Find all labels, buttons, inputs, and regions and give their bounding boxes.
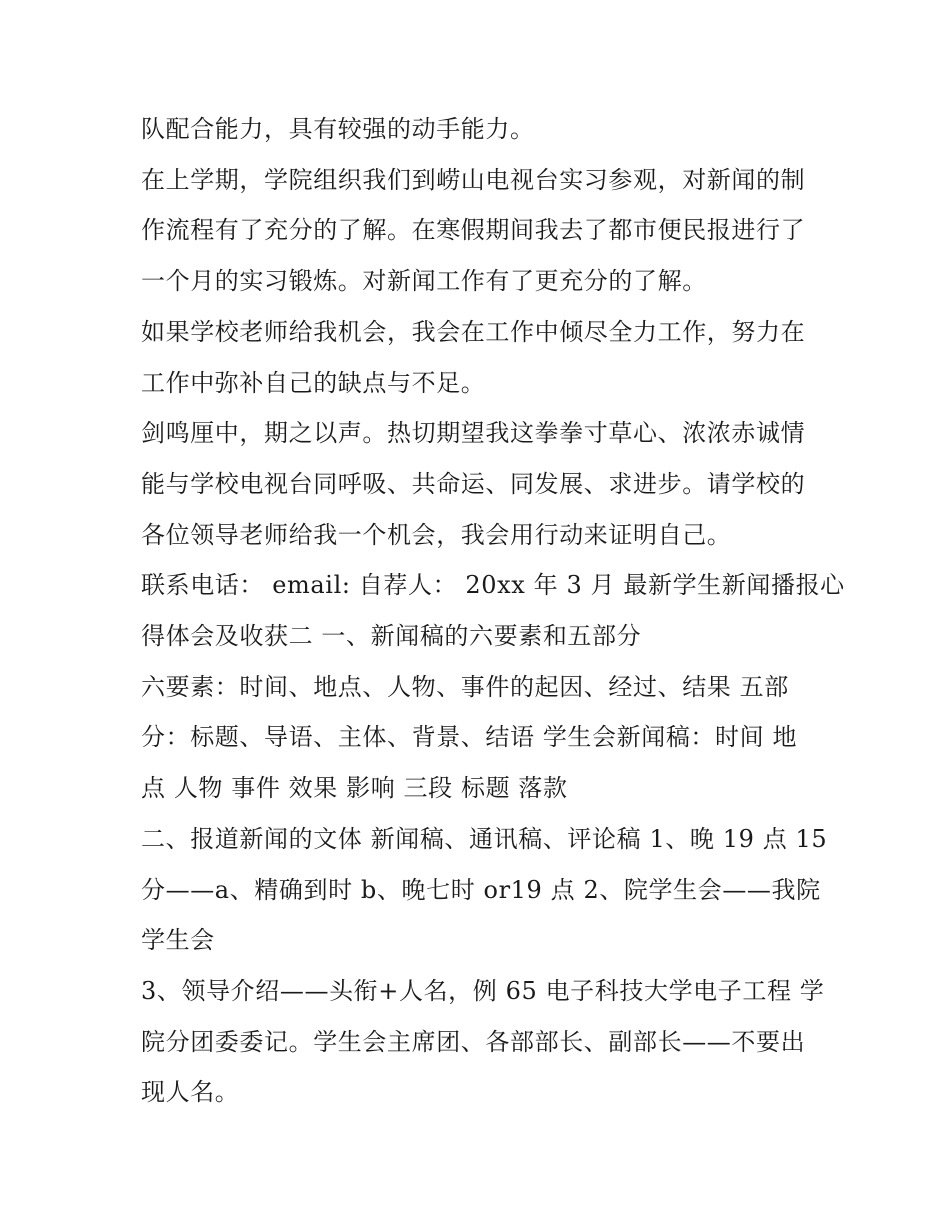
text-line: 队配合能力，具有较强的动手能力。: [141, 115, 535, 143]
text-line: 六要素：时间、地点、人物、事件的起因、经过、结果 五部: [141, 673, 789, 701]
text-line: 院分团委委记。学生会主席团、各部部长、副部长——不要出: [141, 1028, 806, 1056]
text-line: 分——a、精确到时 b、晚七时 or19 点 2、院学生会——我院: [141, 876, 821, 904]
text-line: 学生会: [141, 926, 215, 954]
text-line: 二、报道新闻的文体 新闻稿、通讯稿、评论稿 1、晚 19 点 15: [141, 825, 828, 853]
text-line: 现人名。: [141, 1078, 240, 1106]
text-line: 一个月的实习锻炼。对新闻工作有了更充分的了解。: [141, 267, 707, 295]
text-line: 剑鸣厘中，期之以声。热切期望我这拳拳寸草心、浓浓赤诚情: [141, 419, 806, 447]
text-line: 各位领导老师给我一个机会，我会用行动来证明自己。: [141, 521, 732, 549]
text-line: 在上学期，学院组织我们到崂山电视台实习参观，对新闻的制: [141, 166, 806, 194]
text-line: 能与学校电视台同呼吸、共命运、同发展、求进步。请学校的: [141, 470, 806, 498]
text-line: 3、领导介绍——头衔+人名，例 65 电子科技大学电子工程 学: [141, 977, 825, 1005]
text-line: 点 人物 事件 效果 影响 三段 标题 落款: [141, 774, 568, 802]
text-line: 分：标题、导语、主体、背景、结语 学生会新闻稿：时间 地: [141, 723, 798, 751]
text-line: 如果学校老师给我机会，我会在工作中倾尽全力工作，努力在: [141, 318, 806, 346]
text-line: 联系电话： email: 自荐人： 20xx 年 3 月 最新学生新闻播报心: [141, 571, 845, 599]
text-line: 作流程有了充分的了解。在寒假期间我去了都市便民报进行了: [141, 216, 806, 244]
text-line: 工作中弥补自己的缺点与不足。: [141, 369, 486, 397]
text-line: 得体会及收获二 一、新闻稿的六要素和五部分: [141, 622, 642, 650]
